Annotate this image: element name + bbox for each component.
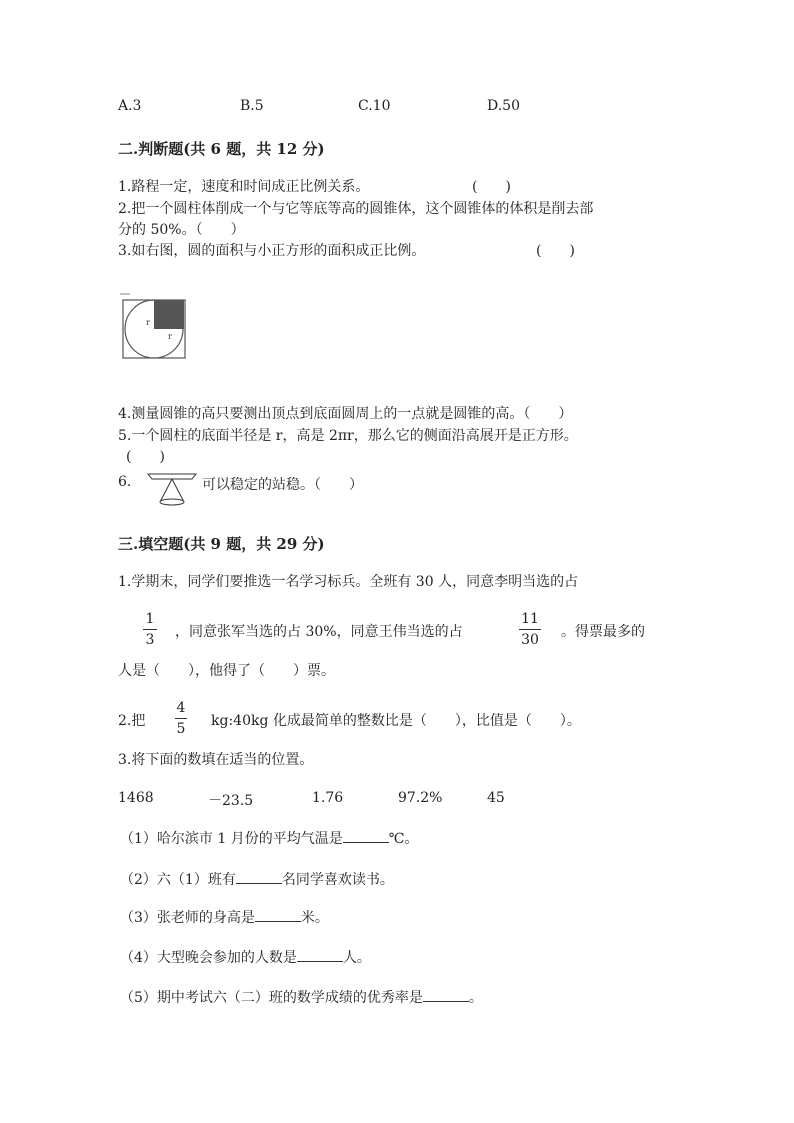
sub2-post: 名同学喜欢读书。 bbox=[281, 872, 394, 888]
number-3: 1.76 bbox=[312, 790, 344, 806]
s2-q1-paren: ( ) bbox=[472, 179, 511, 195]
frac1-numerator: 1 bbox=[145, 611, 155, 627]
fraction-eleven-thirtieths bbox=[519, 611, 541, 648]
s3-q2-pre: 2.把 bbox=[118, 713, 146, 729]
sub4-pre: （4）大型晚会参加的人数是 bbox=[120, 950, 297, 966]
s3-q1-line1: 1.学期末，同学们要推选一名学习标兵。全班有 30 人，同意李明当选的占 bbox=[118, 574, 579, 590]
s2-q6-text: 可以稳定的站稳。（ ） bbox=[202, 477, 363, 493]
sub3-blank[interactable] bbox=[255, 907, 301, 922]
sub5-blank[interactable] bbox=[423, 987, 469, 1002]
sub4-post: 人。 bbox=[342, 950, 371, 966]
frac1-denominator: 3 bbox=[145, 632, 155, 648]
frac2-numerator: 11 bbox=[521, 611, 539, 627]
s3-sub3 bbox=[120, 907, 329, 927]
number-1: 1468 bbox=[118, 790, 154, 806]
sub5-post: 。 bbox=[468, 990, 483, 1006]
s3-sub2 bbox=[120, 869, 394, 889]
sub2-pre: （2）六（1）班有 bbox=[120, 872, 236, 888]
s3-q1-end: 。得票最多的 bbox=[561, 624, 645, 640]
s3-q2-post: kg:40kg 化成最简单的整数比是（ ），比值是（ ）。 bbox=[211, 713, 581, 729]
sub2-blank[interactable] bbox=[236, 869, 282, 884]
s3-sub4 bbox=[120, 947, 371, 967]
cone-table-figure bbox=[146, 468, 198, 508]
s2-q3: 3.如右图，圆的面积与小正方形的面积成正比例。 bbox=[118, 243, 426, 259]
frac3-denominator: 5 bbox=[176, 721, 186, 737]
s2-q4: 4.测量圆锥的高只要测出顶点到底面圆周上的一点就是圆锥的高。（ ） bbox=[118, 406, 573, 422]
s3-q1-mid: ，同意张军当选的占 30%，同意王伟当选的占 bbox=[175, 624, 463, 640]
frac2-denominator: 30 bbox=[521, 632, 539, 648]
sub1-post: ℃。 bbox=[388, 831, 419, 847]
fraction-one-third bbox=[143, 611, 157, 648]
s3-sub1 bbox=[120, 828, 418, 848]
number-5: 45 bbox=[487, 790, 505, 806]
frac3-numerator: 4 bbox=[176, 700, 186, 716]
sub3-post: 米。 bbox=[300, 910, 329, 926]
choice-a: A.3 bbox=[118, 98, 142, 114]
s2-q5-line1: 5.一个圆柱的底面半径是 r，高是 2πr，那么它的侧面沿高展开是正方形。 bbox=[118, 428, 578, 444]
section3-title: 三.填空题(共 9 题，共 29 分) bbox=[118, 535, 325, 553]
fraction-four-fifths bbox=[175, 700, 187, 737]
s2-q1: 1.路程一定，速度和时间成正比例关系。 bbox=[118, 179, 370, 195]
section2-title: 二.判断题(共 6 题，共 12 分) bbox=[118, 140, 325, 158]
s3-q1-line3: 人是（ ），他得了（ ）票。 bbox=[118, 663, 335, 679]
sub3-pre: （3）张老师的身高是 bbox=[120, 910, 255, 926]
choice-d: D.50 bbox=[487, 98, 520, 114]
choice-b: B.5 bbox=[240, 98, 264, 114]
number-2: －23.5 bbox=[208, 793, 254, 809]
sub4-blank[interactable] bbox=[297, 947, 343, 962]
s2-q6-num: 6. bbox=[118, 474, 132, 490]
sub1-blank[interactable] bbox=[343, 828, 389, 843]
s3-q3: 3.将下面的数填在适当的位置。 bbox=[118, 752, 314, 768]
circle-square-figure bbox=[120, 292, 190, 360]
choice-c: C.10 bbox=[358, 98, 391, 114]
s2-q2-line2: 分的 50%。（ ） bbox=[118, 222, 245, 238]
s2-q3-paren: ( ) bbox=[536, 243, 575, 259]
sub5-pre: （5）期中考试六（二）班的数学成绩的优秀率是 bbox=[120, 990, 423, 1006]
s2-q5-line2: ( ) bbox=[126, 449, 165, 465]
fig-label-r: r bbox=[146, 318, 150, 327]
sub1-pre: （1）哈尔滨市 1 月份的平均气温是 bbox=[120, 831, 343, 847]
fig-label-r2: r bbox=[168, 332, 172, 341]
s3-sub5 bbox=[120, 987, 483, 1007]
number-4: 97.2% bbox=[398, 790, 443, 806]
s2-q2-line1: 2.把一个圆柱体削成一个与它等底等高的圆锥体，这个圆锥体的体积是削去部 bbox=[118, 201, 594, 217]
